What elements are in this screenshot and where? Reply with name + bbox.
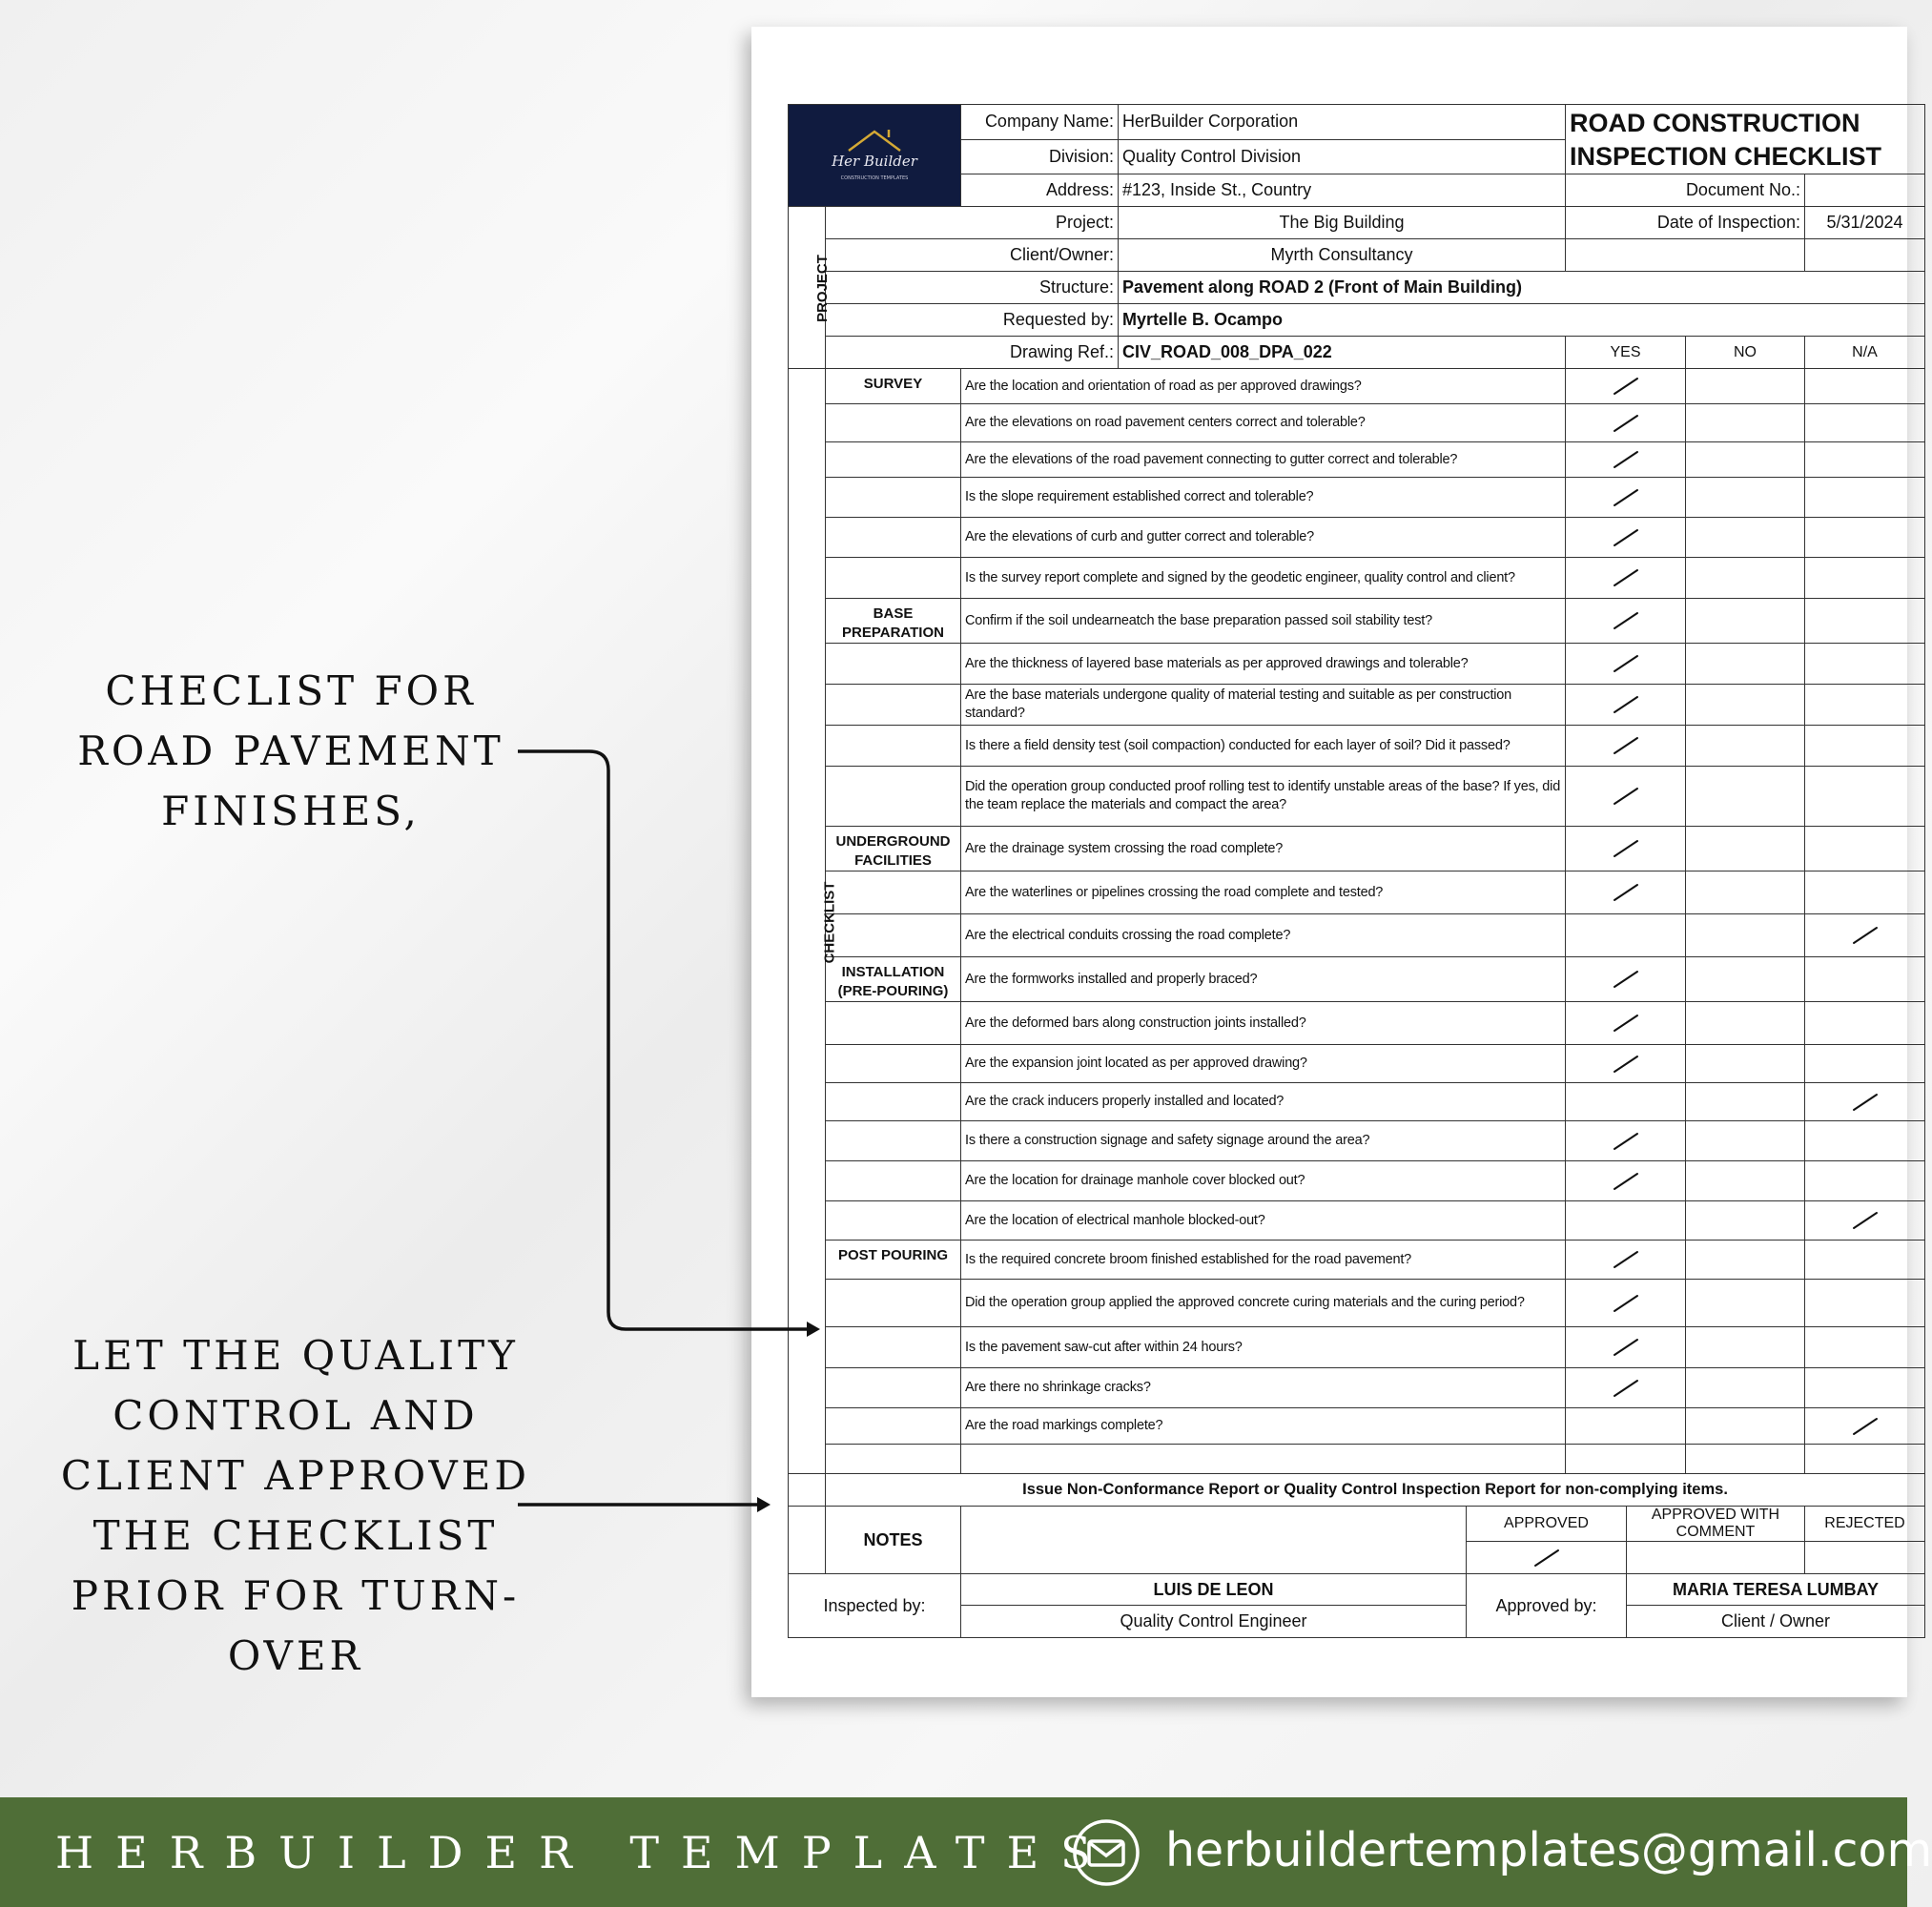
checklist-question: Is the required concrete broom finished established for the road pavement? bbox=[961, 1241, 1566, 1280]
notes-label: NOTES bbox=[826, 1507, 961, 1574]
requested-by-value: Myrtelle B. Ocampo bbox=[1119, 304, 1925, 337]
checklist-question: Are the electrical conduits crossing the road complete? bbox=[961, 914, 1566, 957]
company-name-value: HerBuilder Corporation bbox=[1119, 105, 1566, 140]
checklist-question: Are the location and orientation of road as per approved drawings? bbox=[961, 369, 1566, 404]
section-label: UNDERGROUND FACILITIES bbox=[826, 827, 961, 871]
column-yes-header: YES bbox=[1566, 337, 1686, 369]
project-side-text: PROJECT bbox=[813, 255, 831, 322]
checklist-question: Are the road markings complete? bbox=[961, 1408, 1566, 1445]
checklist-question: Are there no shrinkage cracks? bbox=[961, 1368, 1566, 1408]
checklist-question: Are the location of electrical manhole blocked-out? bbox=[961, 1201, 1566, 1241]
arrowhead-2 bbox=[757, 1497, 771, 1512]
checklist-question: Is there a construction signage and safety signage around the area? bbox=[961, 1121, 1566, 1161]
checklist-question: Is the pavement saw-cut after within 24 hours? bbox=[961, 1327, 1566, 1368]
project-label: Project: bbox=[826, 207, 1119, 239]
checklist-question: Are the drainage system crossing the road complete? bbox=[961, 827, 1566, 871]
footer-bar bbox=[0, 1797, 1932, 1907]
date-value: 5/31/2024 bbox=[1805, 207, 1925, 239]
division-value: Quality Control Division bbox=[1119, 139, 1566, 174]
checklist-question: Are the elevations of the road pavement connecting to gutter correct and tolerable? bbox=[961, 442, 1566, 478]
contact-email[interactable]: herbuildertemplates@gmail.com bbox=[1165, 1823, 1932, 1877]
approver-name: MARIA TERESA LUMBAY bbox=[1627, 1574, 1925, 1606]
project-value: The Big Building bbox=[1119, 207, 1566, 239]
section-label: INSTALLATION (PRE-POURING) bbox=[826, 957, 961, 1002]
drawing-ref-value: CIV_ROAD_008_DPA_022 bbox=[1119, 337, 1566, 369]
section-label: POST POURING bbox=[826, 1241, 961, 1280]
callout-line: FINISHES, bbox=[161, 788, 421, 834]
inspector-name: LUIS DE LEON bbox=[961, 1574, 1467, 1606]
structure-value: Pavement along ROAD 2 (Front of Main Building) bbox=[1119, 272, 1925, 304]
callout-line: PRIOR FOR TURN- bbox=[71, 1572, 521, 1619]
rejected-header: REJECTED bbox=[1805, 1507, 1925, 1542]
logo-text: Her Builder bbox=[832, 153, 917, 170]
client-value: Myrth Consultancy bbox=[1119, 239, 1566, 272]
callout-line: THE CHECKLIST bbox=[92, 1512, 499, 1559]
checklist-question: Are the waterlines or pipelines crossing the road complete and tested? bbox=[961, 871, 1566, 914]
approved-by-label: Approved by: bbox=[1467, 1574, 1627, 1638]
arrow-line-1 bbox=[518, 751, 812, 1329]
section-label: BASE PREPARATION bbox=[826, 599, 961, 644]
checklist-question: Confirm if the soil undearneatch the base preparation passed soil stability test? bbox=[961, 599, 1566, 644]
checklist-question: Are the elevations of curb and gutter correct and tolerable? bbox=[961, 518, 1566, 558]
structure-label: Structure: bbox=[826, 272, 1119, 304]
logo-subtext: CONSTRUCTION TEMPLATES bbox=[840, 175, 909, 181]
division-label: Division: bbox=[961, 139, 1119, 174]
section-label: SURVEY bbox=[826, 369, 961, 404]
callout-line: CONTROL AND bbox=[113, 1392, 479, 1439]
checklist-question: Is the survey report complete and signed by the geodetic engineer, quality control and client? bbox=[961, 558, 1566, 599]
checklist-question: Are the thickness of layered base materials as per approved drawings and tolerable? bbox=[961, 644, 1566, 685]
address-label: Address: bbox=[961, 174, 1119, 207]
checklist-question: Are the expansion joint located as per approved drawing? bbox=[961, 1045, 1566, 1083]
callout-line: LET THE QUALITY bbox=[72, 1332, 519, 1379]
requested-by-label: Requested by: bbox=[826, 304, 1119, 337]
callout-line: ROAD PAVEMENT bbox=[77, 728, 504, 774]
checklist-question: Did the operation group conducted proof rolling test to identify unstable areas of the base? If yes, did the team replace the materials and compact the area? bbox=[961, 767, 1566, 827]
issue-note: Issue Non-Conformance Report or Quality Control Inspection Report for non-complying items. bbox=[826, 1474, 1925, 1507]
client-label: Client/Owner: bbox=[826, 239, 1119, 272]
callout-line: OVER bbox=[227, 1632, 364, 1679]
form-title: ROAD CONSTRUCTION INSPECTION CHECKLIST bbox=[1566, 105, 1925, 174]
callout-line: CHECLIST FOR bbox=[105, 667, 477, 714]
date-label: Date of Inspection: bbox=[1566, 207, 1805, 239]
approved-with-comment-header: APPROVED WITH COMMENT bbox=[1627, 1507, 1805, 1542]
mail-icon[interactable] bbox=[1070, 1816, 1142, 1889]
checklist-question: Are the base materials undergone quality of material testing and suitable as per construction standard? bbox=[961, 685, 1566, 726]
inspected-by-label: Inspected by: bbox=[789, 1574, 961, 1638]
column-no-header: NO bbox=[1686, 337, 1805, 369]
checklist-question: Are the formworks installed and properly braced? bbox=[961, 957, 1566, 1002]
approver-role: Client / Owner bbox=[1627, 1606, 1925, 1638]
drawing-ref-label: Drawing Ref.: bbox=[826, 337, 1119, 369]
company-name-label: Company Name: bbox=[961, 105, 1119, 140]
checklist-question: Are the crack inducers properly installed and located? bbox=[961, 1083, 1566, 1121]
address-value: #123, Inside St., Country bbox=[1119, 174, 1566, 207]
approved-header: APPROVED bbox=[1467, 1507, 1627, 1542]
checklist-question: Is there a field density test (soil compaction) conducted for each layer of soil? Did it passed? bbox=[961, 726, 1566, 767]
checklist-question: Are the location for drainage manhole cover blocked out? bbox=[961, 1161, 1566, 1201]
checklist-question: Are the elevations on road pavement centers correct and tolerable? bbox=[961, 404, 1566, 442]
checklist-side-text: CHECKLIST bbox=[821, 881, 838, 963]
inspector-role: Quality Control Engineer bbox=[961, 1606, 1467, 1638]
checklist-question: Is the slope requirement established correct and tolerable? bbox=[961, 478, 1566, 518]
document-no-label: Document No.: bbox=[1566, 174, 1805, 207]
callout-line: CLIENT APPROVED bbox=[60, 1452, 531, 1499]
arrowhead-1 bbox=[807, 1322, 820, 1337]
checklist-question: Are the deformed bars along construction joints installed? bbox=[961, 1002, 1566, 1045]
checklist-question: Did the operation group applied the approved concrete curing materials and the curing period? bbox=[961, 1280, 1566, 1327]
column-na-header: N/A bbox=[1805, 337, 1925, 369]
brand-name: HERBUILDER TEMPLATES bbox=[55, 1827, 1113, 1878]
